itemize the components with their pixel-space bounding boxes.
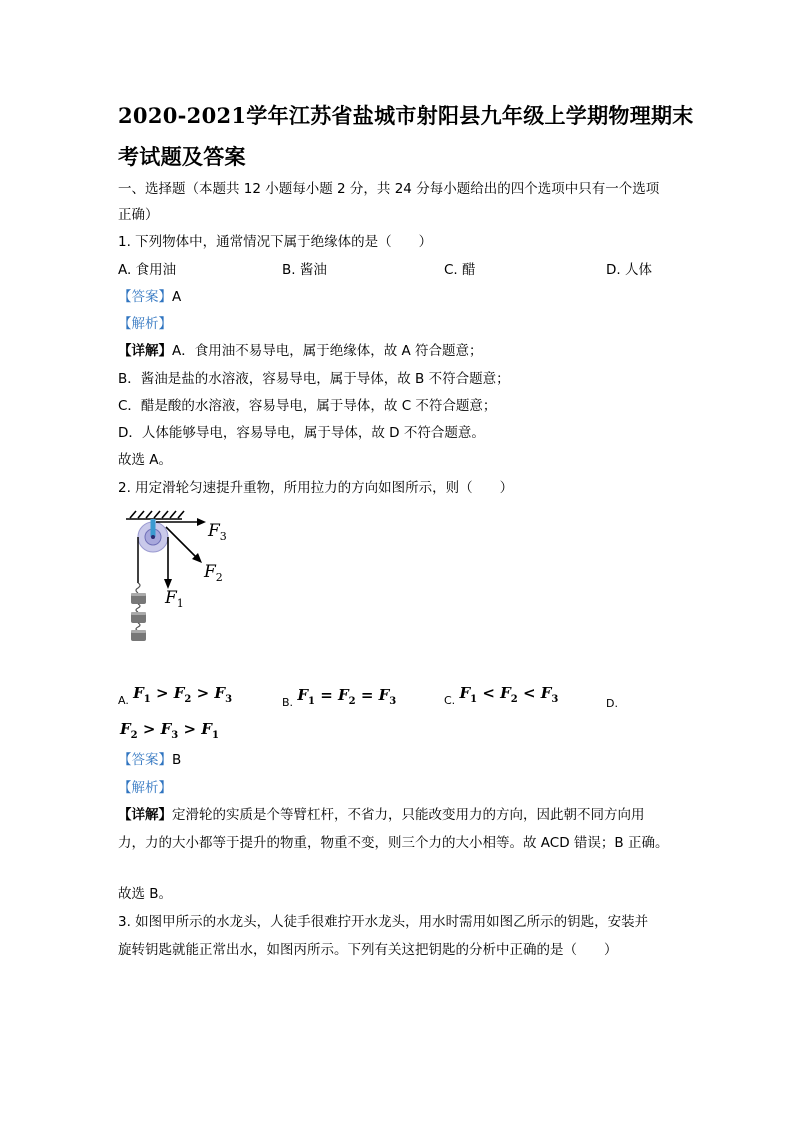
math-subscript: 2	[184, 694, 192, 705]
q1-detail-line: A．食用油不易导电，属于绝缘体，故 A 符合题意；	[172, 343, 483, 359]
analysis-marker: 【解析】	[118, 780, 172, 796]
q2-detail-line: 力，力的大小都等于提升的物重，物重不变，则三个力的大小相等。故 ACD 错误；B 正确。	[118, 835, 669, 851]
q2-analysis-row	[118, 779, 172, 797]
math-operator: >	[191, 684, 215, 702]
math-subscript: 1	[211, 730, 219, 741]
option-expression	[297, 686, 397, 707]
q2-option-a	[118, 684, 232, 710]
math-subscript: 3	[551, 694, 559, 705]
q1-answer-row	[118, 288, 181, 306]
weights	[131, 583, 146, 641]
math-variable: F	[378, 686, 390, 704]
section-heading: 一、选择题（本题共 12 小题每小题 2 分，共 24 分每小题给出的四个选项中只有一个选项	[118, 181, 660, 197]
q2-option-b	[282, 686, 396, 712]
math-subscript: 3	[389, 696, 397, 707]
pulley-figure	[120, 505, 250, 645]
q1-option-a: A. 食用油	[118, 262, 177, 278]
q2-option-c	[444, 684, 558, 710]
math-variable: F	[214, 684, 226, 702]
math-subscript: 2	[130, 730, 138, 741]
q1-detail-line: C．醋是酸的水溶液，容易导电，属于导体，故 C 不符合题意；	[118, 398, 497, 414]
q1-option-d: D. 人体	[606, 262, 652, 278]
q1-option-c: C. 醋	[444, 262, 476, 278]
math-variable: F	[540, 684, 552, 702]
math-variable: F	[133, 684, 144, 702]
q2-option-d	[606, 694, 618, 713]
math-operator: >	[178, 720, 202, 738]
pulley-rod	[151, 519, 156, 537]
document-title-line-1: 2020-2021学年江苏省盐城市射阳县九年级上学期物理期末	[118, 103, 694, 128]
option-letter: D.	[606, 697, 618, 710]
option-expression	[459, 684, 559, 705]
math-variable: F	[120, 720, 131, 738]
force-f2-arrow	[166, 527, 198, 559]
math-subscript: 2	[348, 696, 356, 707]
option-letter: A.	[118, 694, 129, 707]
q1-detail-line: D．人体能够导电，容易导电，属于导体，故 D 不符合题意。	[118, 425, 485, 441]
math-subscript: 3	[225, 694, 233, 705]
math-variable: F	[500, 684, 511, 702]
q2-conclusion: 故选 B。	[118, 886, 173, 902]
math-variable: F	[201, 720, 212, 738]
q2-detail-line: 定滑轮的实质是个等臂杠杆，不省力，只能改变用力的方向，因此朝不同方向用	[172, 807, 645, 823]
document-title-line-2: 考试题及答案	[118, 144, 246, 169]
option-letter: C.	[444, 694, 456, 707]
math-subscript: 1	[143, 694, 151, 705]
q2-answer-value: B	[172, 752, 182, 768]
math-subscript: 2	[510, 694, 518, 705]
math-subscript: 3	[171, 730, 179, 741]
math-operator: >	[150, 684, 174, 702]
math-operator: =	[314, 686, 338, 704]
section-heading-cont: 正确）	[118, 207, 159, 223]
math-subscript: 1	[308, 696, 315, 707]
detail-marker: 【详解】	[118, 343, 172, 359]
q1-analysis-row	[118, 315, 172, 333]
math-variable: F	[297, 686, 308, 704]
ceiling-hatch	[126, 511, 184, 519]
q3-stem-cont: 旋转钥匙就能正常出水，如图丙所示。下列有关这把钥匙的分析中正确的是（ ）	[118, 942, 618, 958]
q2-stem: 2. 用定滑轮匀速提升重物，所用拉力的方向如图所示，则（ ）	[118, 480, 514, 496]
option-letter: B.	[282, 696, 294, 709]
label-f2: $F_2$	[204, 562, 223, 584]
math-operator: >	[137, 720, 161, 738]
q1-detail-row	[118, 342, 483, 360]
q2-answer-row	[118, 751, 181, 769]
force-f3-arrowhead	[197, 518, 206, 526]
answer-marker: 【答案】	[118, 289, 172, 305]
q1-answer-value: A	[172, 289, 182, 305]
math-variable: F	[337, 686, 349, 704]
math-variable: F	[459, 684, 471, 702]
math-operator: <	[517, 684, 541, 702]
q3-stem: 3. 如图甲所示的水龙头，人徒手很难拧开水龙头，用水时需用如图乙所示的钥匙，安装并	[118, 914, 649, 930]
pulley-axle	[151, 535, 155, 539]
q1-stem: 1. 下列物体中，通常情况下属于绝缘体的是（ ）	[118, 234, 433, 250]
q2-detail-row	[118, 806, 645, 824]
math-variable: F	[173, 684, 185, 702]
label-f1: $F_1$	[165, 588, 184, 610]
q2-option-d-expression-row	[120, 720, 219, 745]
option-expression	[120, 720, 219, 741]
math-variable: F	[160, 720, 172, 738]
analysis-marker: 【解析】	[118, 316, 172, 332]
math-operator: <	[477, 684, 501, 702]
option-expression	[133, 684, 233, 705]
label-f3: $F_3$	[208, 521, 227, 543]
q1-conclusion: 故选 A。	[118, 452, 173, 468]
math-subscript: 1	[470, 694, 478, 705]
q1-detail-line: B．酱油是盐的水溶液，容易导电，属于导体，故 B 不符合题意；	[118, 371, 510, 387]
detail-marker: 【详解】	[118, 807, 172, 823]
math-operator: =	[355, 686, 379, 704]
q1-option-b: B. 酱油	[282, 262, 327, 278]
answer-marker: 【答案】	[118, 752, 172, 768]
